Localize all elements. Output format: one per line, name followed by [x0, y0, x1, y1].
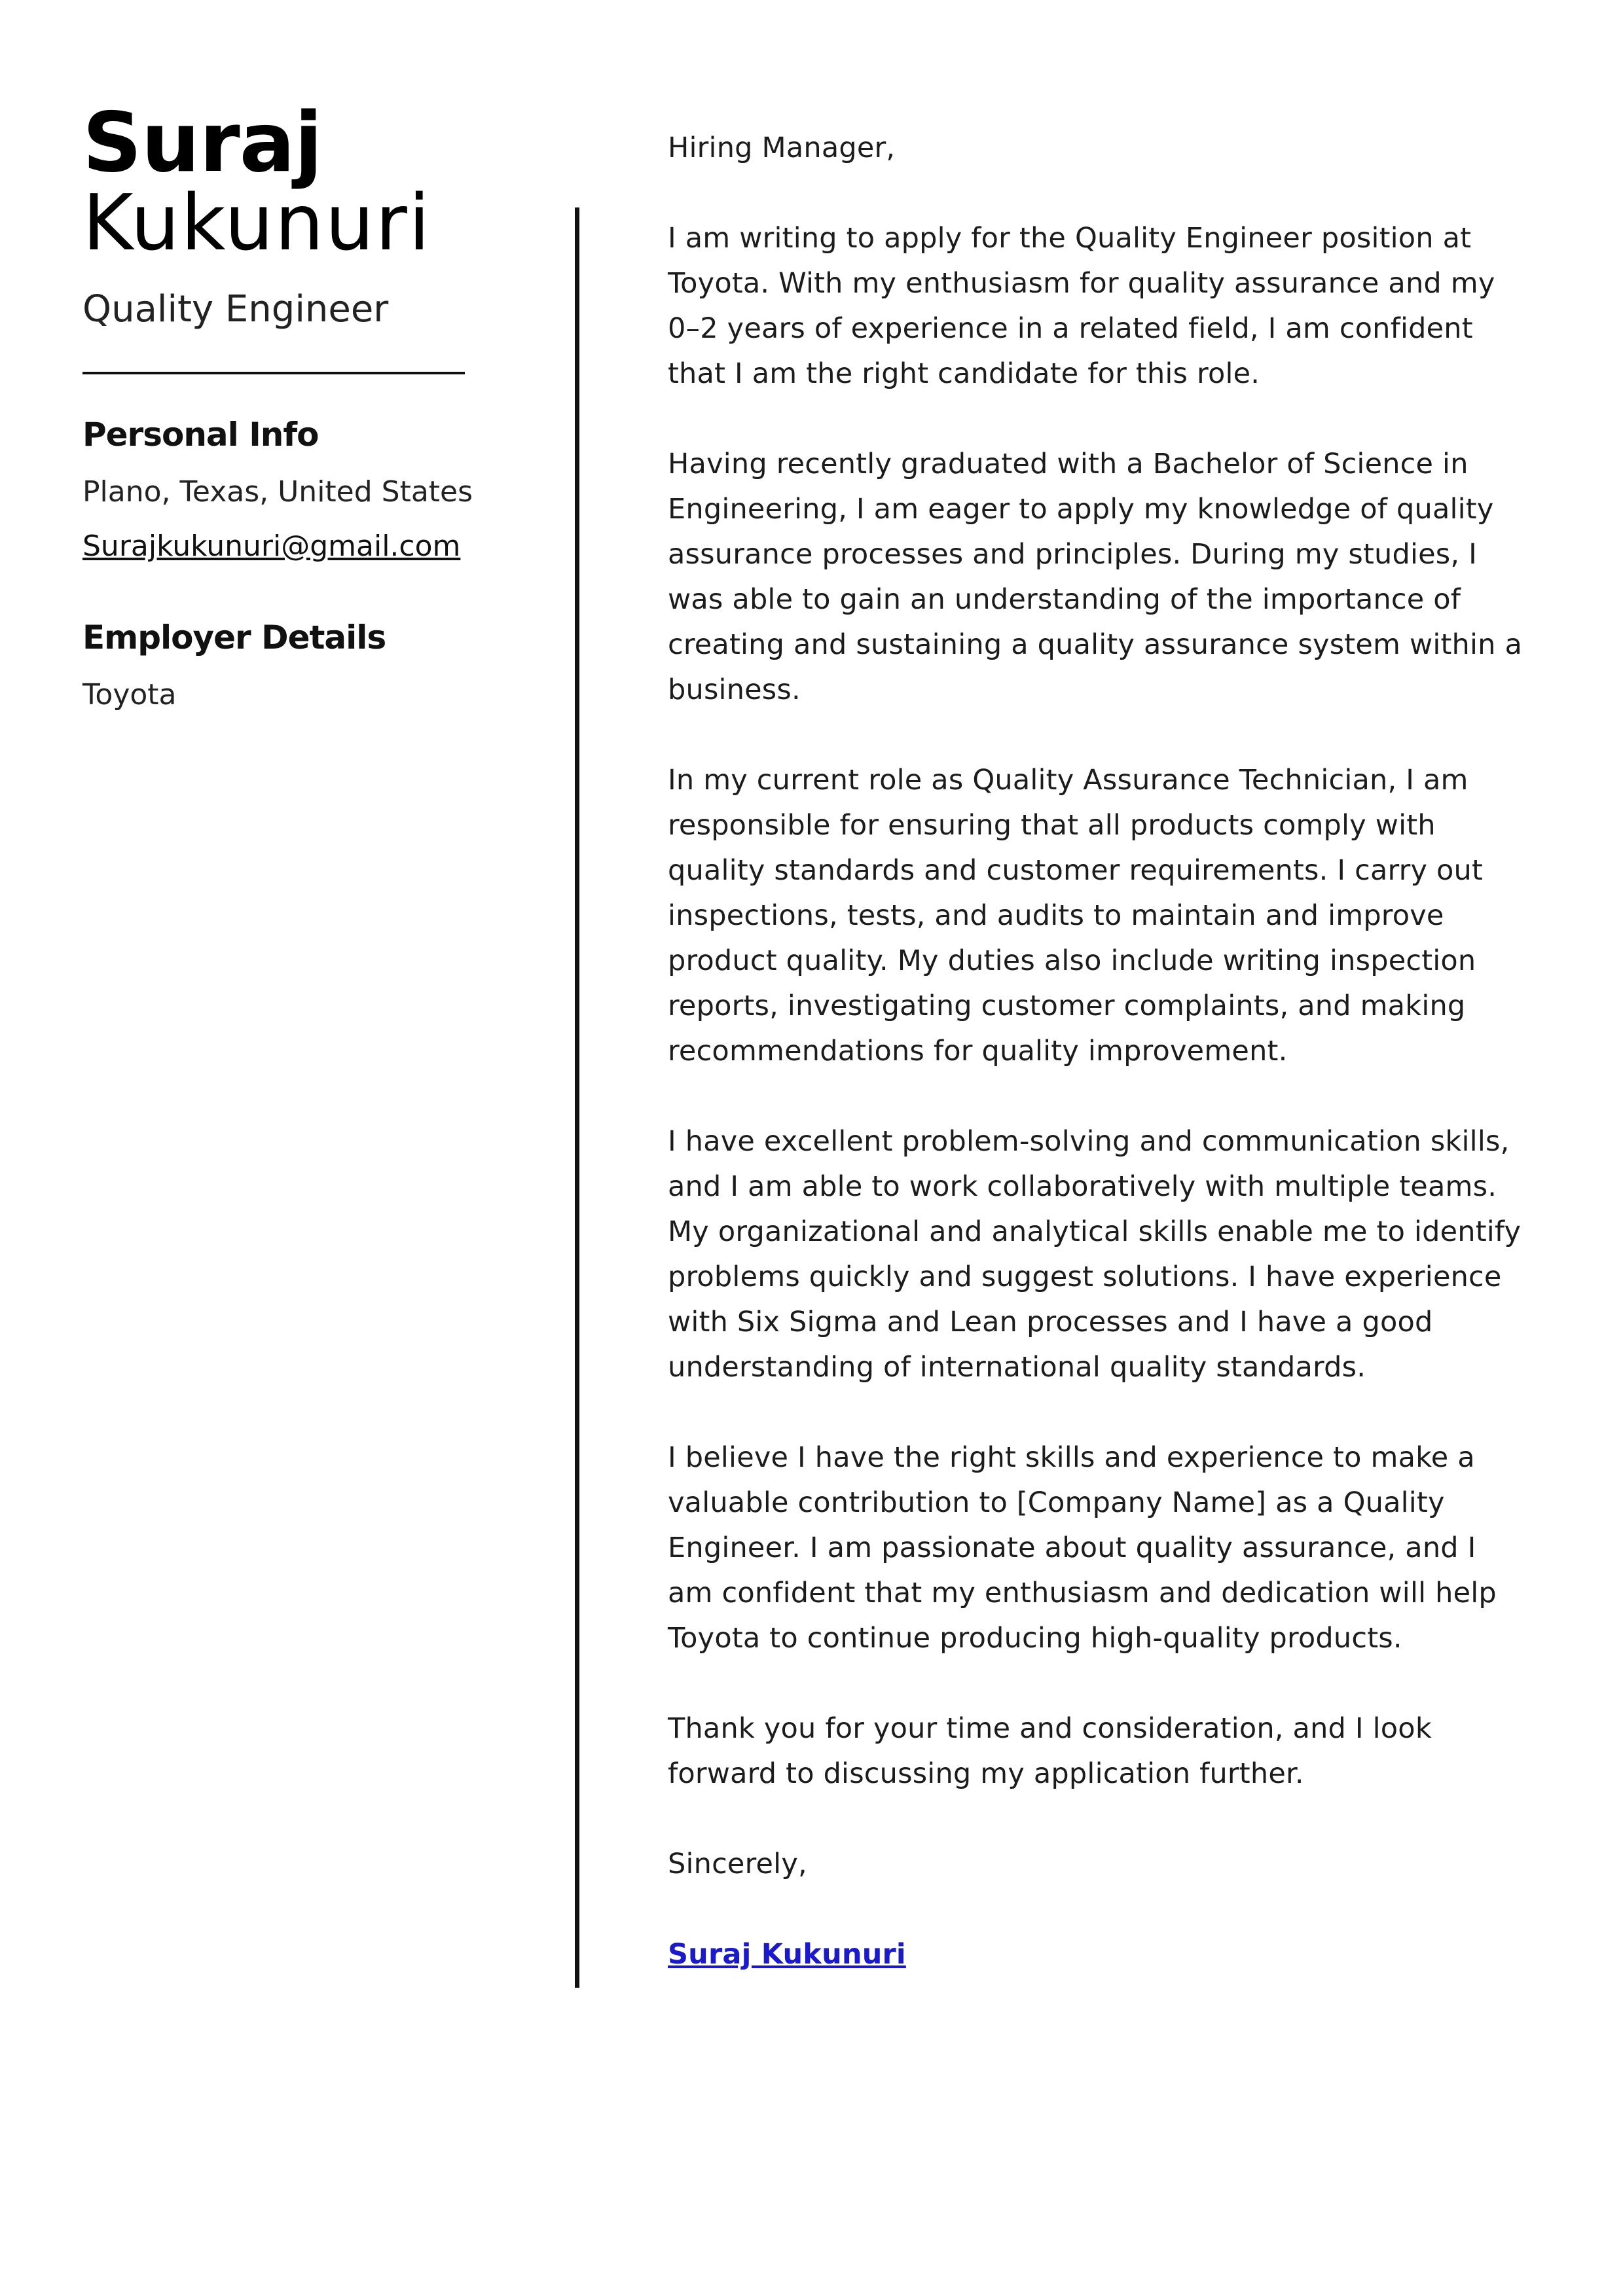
vertical-divider: [575, 207, 579, 1988]
letter-paragraph: I am writing to apply for the Quality Engineer position at Toyota. With my enthusiasm for quality assurance and my 0–2 years of experience in a related field, I am confident that I am the right candidate for this role.: [668, 222, 1495, 390]
candidate-first-name: Suraj: [82, 94, 322, 190]
job-title: Quality Engineer: [82, 288, 389, 331]
email-link[interactable]: Surajkukunuri@gmail.com: [82, 529, 461, 563]
letter-paragraph: Thank you for your time and consideration, and I look forward to discussing my application further.: [668, 1712, 1432, 1790]
candidate-last-name: Kukunuri: [82, 177, 431, 268]
letter-paragraph: I have excellent problem-solving and communication skills, and I am able to work collaboratively with multiple teams. My organizational and analytical skills enable me to identify problems quickly and suggest solutions. I have experience with Six Sigma and Lean processes and I have a good understanding of international quality standards.: [668, 1125, 1522, 1384]
employer-details-heading: Employer Details: [82, 618, 386, 656]
letter-body: [668, 126, 1525, 2022]
letter-paragraph: I believe I have the right skills and experience to make a valuable contribution to [Company Name] as a Quality Engineer. I am passionate about quality assurance, and I am confident that my enthusiasm and dedication will help Toyota to continue producing high-quality products.: [668, 1441, 1497, 1655]
salutation: Hiring Manager,: [668, 132, 896, 164]
letter-paragraph: Having recently graduated with a Bachelor of Science in Engineering, I am eager to apply my knowledge of quality assurance processes and principles. During my studies, I was able to gain an understanding of the importance of creating and sustaining a quality assurance system within a business.: [668, 448, 1523, 706]
sidebar: [82, 92, 488, 713]
sidebar-divider: [82, 372, 465, 374]
closing: Sincerely,: [668, 1848, 807, 1880]
personal-info-heading: Personal Info: [82, 416, 319, 454]
letter-paragraph: In my current role as Quality Assurance Technician, I am responsible for ensuring that all products comply with quality standards and customer requirements. I carry out inspections, tests, and audits to maintain and improve product quality. My duties also include writing inspection reports, investigating customer complaints, and making recommendations for quality improvement.: [668, 764, 1484, 1067]
employer-name: Toyota: [82, 677, 177, 711]
location-text: Plano, Texas, United States: [82, 475, 473, 509]
signature-link[interactable]: Suraj Kukunuri: [668, 1938, 906, 1971]
